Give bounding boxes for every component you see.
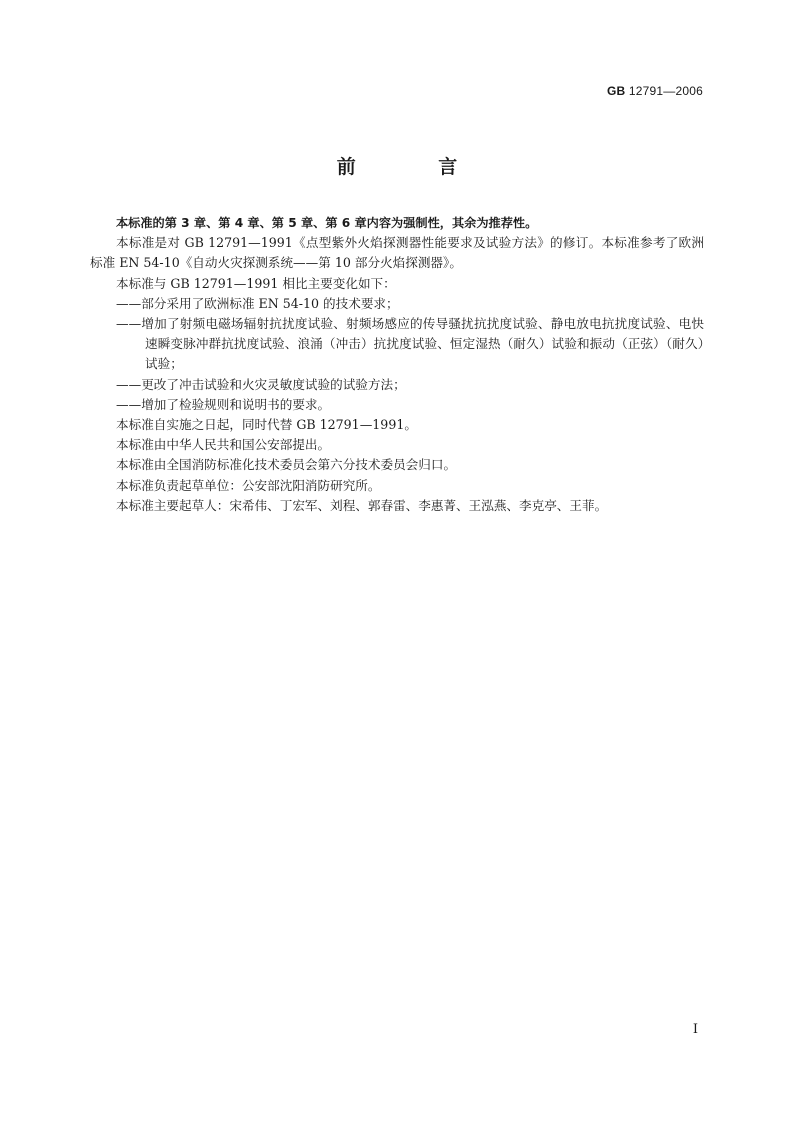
paragraph-replaces: 本标准自实施之日起，同时代替 GB 12791—1991。 [116, 417, 417, 433]
change-item-2: ——增加了射频电磁场辐射抗扰度试验、射频场感应的传导骚扰抗扰度试验、静电放电抗扰度试验、电快速瞬变脉冲群抗扰度试验、浪涌（冲击）抗扰度试验、恒定湿热（耐久）试验和振动（正弦）（耐久）试验； [116, 316, 704, 372]
paragraph-mandatory-scope: 本标准的第 3 章、第 4 章、第 5 章、第 6 章内容为强制性，其余为推荐性。 [116, 216, 538, 230]
page-number: I [692, 1022, 698, 1037]
page-title: 前 言 [336, 156, 496, 178]
change-item-4: ——增加了检验规则和说明书的要求。 [116, 396, 331, 412]
paragraph-proposed-by: 本标准由中华人民共和国公安部提出。 [116, 437, 331, 453]
change-item-3: ——更改了冲击试验和火灾灵敏度试验的试验方法； [116, 376, 406, 392]
foreword-body [90, 213, 704, 516]
standard-code: GB [606, 84, 626, 98]
change-item-1: ——部分采用了欧洲标准 EN 54-10 的技术要求； [116, 295, 399, 311]
standard-year: 12791—2006 [628, 84, 703, 98]
paragraph-drafting-unit: 本标准负责起草单位：公安部沈阳消防研究所。 [116, 477, 381, 493]
paragraph-revision: 本标准是对 GB 12791—1991《点型紫外火焰探测器性能要求及试验方法》的修订。本标准参考了欧洲标准 EN 54-10《自动火灾探测系统——第 10 部分火焰探测器》。 [90, 235, 704, 271]
standard-number [607, 84, 703, 98]
paragraph-centralized-by: 本标准由全国消防标准化技术委员会第六分技术委员会归口。 [116, 457, 457, 473]
paragraph-drafters: 本标准主要起草人：宋希伟、丁宏军、刘程、郭春雷、李惠菁、王泓燕、李克亭、王菲。 [116, 497, 608, 513]
paragraph-changes-intro: 本标准与 GB 12791—1991 相比主要变化如下： [116, 275, 396, 291]
